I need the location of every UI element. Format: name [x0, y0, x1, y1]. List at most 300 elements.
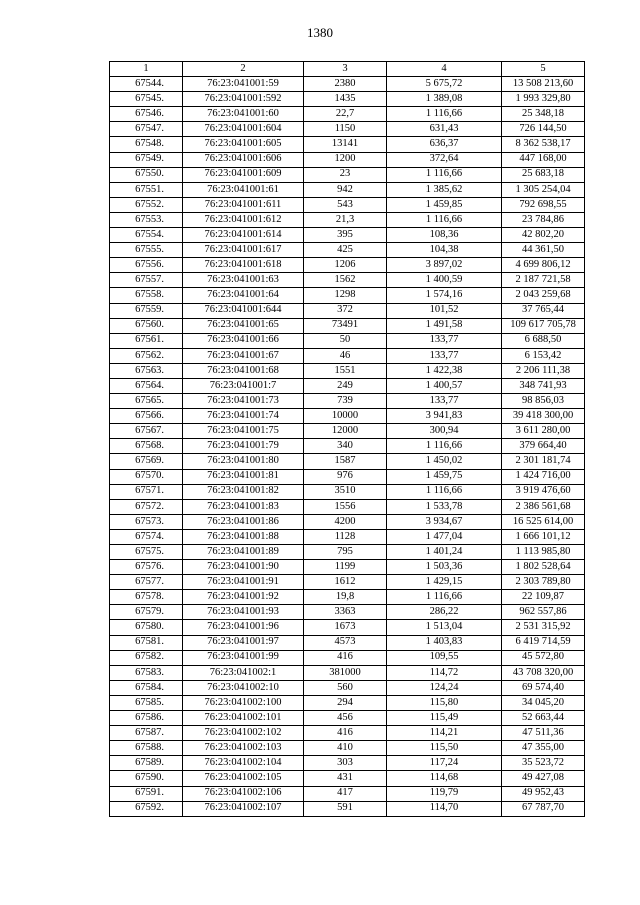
table-row — [110, 409, 585, 424]
table-cell-col3: 739 — [304, 394, 387, 409]
table-cell-col4: 104,38 — [387, 243, 502, 258]
table-cell-col1: 67584. — [110, 680, 183, 695]
table-cell-col1: 67577. — [110, 575, 183, 590]
table-cell-col3: 1150 — [304, 122, 387, 137]
table-cell-col1: 67586. — [110, 711, 183, 726]
table-row — [110, 801, 585, 816]
table-row — [110, 711, 585, 726]
table-cell-col4: 3 934,67 — [387, 514, 502, 529]
table-cell-col3: 73491 — [304, 318, 387, 333]
table-cell-col3: 1551 — [304, 363, 387, 378]
table-cell-col1: 67578. — [110, 590, 183, 605]
table-cell-col1: 67567. — [110, 424, 183, 439]
table-cell-col2: 76:23:041001:74 — [183, 409, 304, 424]
table-cell-col4: 3 941,83 — [387, 409, 502, 424]
table-cell-col3: 50 — [304, 333, 387, 348]
table-cell-col5: 1 993 329,80 — [502, 92, 585, 107]
table-cell-col3: 294 — [304, 695, 387, 710]
table-cell-col2: 76:23:041001:604 — [183, 122, 304, 137]
table-cell-col4: 114,70 — [387, 801, 502, 816]
table-row — [110, 378, 585, 393]
header-row — [110, 62, 585, 77]
table-header — [110, 62, 585, 77]
table-cell-col1: 67559. — [110, 303, 183, 318]
table-cell-col4: 1 116,66 — [387, 590, 502, 605]
table-cell-col5: 6 419 714,59 — [502, 635, 585, 650]
table-cell-col2: 76:23:041001:75 — [183, 424, 304, 439]
table-cell-col3: 340 — [304, 439, 387, 454]
table-cell-col2: 76:23:041001:60 — [183, 107, 304, 122]
table-cell-col5: 1 113 985,80 — [502, 545, 585, 560]
table-cell-col3: 10000 — [304, 409, 387, 424]
table-cell-col5: 962 557,86 — [502, 605, 585, 620]
table-row — [110, 454, 585, 469]
table-cell-col1: 67581. — [110, 635, 183, 650]
table-cell-col3: 416 — [304, 726, 387, 741]
table-cell-col3: 431 — [304, 771, 387, 786]
column-header-4: 4 — [387, 62, 502, 77]
table-cell-col2: 76:23:041001:61 — [183, 182, 304, 197]
table-cell-col2: 76:23:041001:617 — [183, 243, 304, 258]
table-row — [110, 273, 585, 288]
table-cell-col1: 67585. — [110, 695, 183, 710]
table-cell-col3: 372 — [304, 303, 387, 318]
table-cell-col3: 1206 — [304, 258, 387, 273]
table-cell-col5: 16 525 614,00 — [502, 514, 585, 529]
table-row — [110, 197, 585, 212]
table-cell-col1: 67571. — [110, 484, 183, 499]
table-cell-col3: 13141 — [304, 137, 387, 152]
table-row — [110, 545, 585, 560]
table-cell-col5: 8 362 538,17 — [502, 137, 585, 152]
table-cell-col5: 52 663,44 — [502, 711, 585, 726]
table-cell-col3: 249 — [304, 378, 387, 393]
table-cell-col5: 25 683,18 — [502, 167, 585, 182]
table-cell-col2: 76:23:041001:611 — [183, 197, 304, 212]
table-cell-col3: 2380 — [304, 77, 387, 92]
table-cell-col1: 67544. — [110, 77, 183, 92]
table-cell-col5: 2 301 181,74 — [502, 454, 585, 469]
table-cell-col5: 726 144,50 — [502, 122, 585, 137]
table-cell-col3: 1298 — [304, 288, 387, 303]
column-header-3: 3 — [304, 62, 387, 77]
table-cell-col5: 2 043 259,68 — [502, 288, 585, 303]
table-cell-col4: 117,24 — [387, 756, 502, 771]
table-cell-col3: 1200 — [304, 152, 387, 167]
table-cell-col3: 381000 — [304, 665, 387, 680]
table-cell-col2: 76:23:041001:68 — [183, 363, 304, 378]
table-cell-col4: 1 400,57 — [387, 378, 502, 393]
table-cell-col2: 76:23:041001:7 — [183, 378, 304, 393]
table-cell-col2: 76:23:041002:1 — [183, 665, 304, 680]
table-row — [110, 605, 585, 620]
table-cell-col2: 76:23:041001:96 — [183, 620, 304, 635]
table-row — [110, 348, 585, 363]
table-cell-col5: 39 418 300,00 — [502, 409, 585, 424]
table-cell-col3: 456 — [304, 711, 387, 726]
table-cell-col1: 67564. — [110, 378, 183, 393]
table-cell-col2: 76:23:041002:102 — [183, 726, 304, 741]
table-row — [110, 680, 585, 695]
table-row — [110, 439, 585, 454]
table-row — [110, 590, 585, 605]
table-cell-col5: 49 427,08 — [502, 771, 585, 786]
table-row — [110, 258, 585, 273]
table-cell-col5: 792 698,55 — [502, 197, 585, 212]
table-cell-col3: 46 — [304, 348, 387, 363]
table-cell-col5: 379 664,40 — [502, 439, 585, 454]
table-cell-col3: 410 — [304, 741, 387, 756]
table-cell-col5: 2 206 111,38 — [502, 363, 585, 378]
table-cell-col5: 3 919 476,60 — [502, 484, 585, 499]
table-cell-col3: 21,3 — [304, 212, 387, 227]
table-row — [110, 726, 585, 741]
page-number: 1380 — [307, 25, 333, 40]
table-cell-col1: 67570. — [110, 469, 183, 484]
table-row — [110, 288, 585, 303]
table-cell-col4: 124,24 — [387, 680, 502, 695]
table-cell-col5: 22 109,87 — [502, 590, 585, 605]
table-cell-col3: 1562 — [304, 273, 387, 288]
table-cell-col3: 942 — [304, 182, 387, 197]
table-cell-col1: 67551. — [110, 182, 183, 197]
table-cell-col4: 1 116,66 — [387, 107, 502, 122]
table-cell-col1: 67560. — [110, 318, 183, 333]
table-cell-col4: 5 675,72 — [387, 77, 502, 92]
table-row — [110, 182, 585, 197]
table-cell-col4: 133,77 — [387, 333, 502, 348]
table-cell-col3: 19,8 — [304, 590, 387, 605]
table-cell-col5: 49 952,43 — [502, 786, 585, 801]
table-cell-col1: 67574. — [110, 529, 183, 544]
table-cell-col5: 109 617 705,78 — [502, 318, 585, 333]
table-row — [110, 77, 585, 92]
table-cell-col5: 23 784,86 — [502, 212, 585, 227]
table-cell-col3: 1587 — [304, 454, 387, 469]
table-cell-col1: 67550. — [110, 167, 183, 182]
table-cell-col4: 3 897,02 — [387, 258, 502, 273]
table-cell-col2: 76:23:041001:606 — [183, 152, 304, 167]
table-cell-col3: 976 — [304, 469, 387, 484]
table-body — [110, 77, 585, 817]
table-cell-col5: 2 531 315,92 — [502, 620, 585, 635]
table-cell-col4: 115,80 — [387, 695, 502, 710]
table-cell-col1: 67561. — [110, 333, 183, 348]
table-row — [110, 152, 585, 167]
table-cell-col4: 1 491,58 — [387, 318, 502, 333]
table-cell-col2: 76:23:041002:10 — [183, 680, 304, 695]
table-cell-col2: 76:23:041001:92 — [183, 590, 304, 605]
table-cell-col4: 114,21 — [387, 726, 502, 741]
table-row — [110, 786, 585, 801]
table-cell-col5: 4 699 806,12 — [502, 258, 585, 273]
table-cell-col2: 76:23:041001:99 — [183, 650, 304, 665]
table-cell-col3: 4200 — [304, 514, 387, 529]
table-cell-col4: 1 389,08 — [387, 92, 502, 107]
table-cell-col4: 1 533,78 — [387, 499, 502, 514]
table-cell-col3: 560 — [304, 680, 387, 695]
table-cell-col1: 67566. — [110, 409, 183, 424]
table-cell-col4: 1 513,04 — [387, 620, 502, 635]
table-cell-col1: 67576. — [110, 560, 183, 575]
table-cell-col3: 1128 — [304, 529, 387, 544]
table-cell-col5: 6 688,50 — [502, 333, 585, 348]
table-cell-col5: 447 168,00 — [502, 152, 585, 167]
table-cell-col2: 76:23:041001:97 — [183, 635, 304, 650]
table-cell-col1: 67583. — [110, 665, 183, 680]
table-cell-col4: 1 116,66 — [387, 212, 502, 227]
table-row — [110, 756, 585, 771]
table-row — [110, 363, 585, 378]
table-row — [110, 650, 585, 665]
table-cell-col2: 76:23:041001:88 — [183, 529, 304, 544]
table-cell-col1: 67568. — [110, 439, 183, 454]
table-row — [110, 741, 585, 756]
table-cell-col3: 416 — [304, 650, 387, 665]
table-cell-col5: 13 508 213,60 — [502, 77, 585, 92]
table-cell-col2: 76:23:041001:609 — [183, 167, 304, 182]
table-cell-col4: 114,68 — [387, 771, 502, 786]
table-row — [110, 333, 585, 348]
table-row — [110, 167, 585, 182]
table-cell-col1: 67569. — [110, 454, 183, 469]
table-cell-col4: 1 116,66 — [387, 439, 502, 454]
table-cell-col5: 1 424 716,00 — [502, 469, 585, 484]
table-cell-col2: 76:23:041001:605 — [183, 137, 304, 152]
table-row — [110, 92, 585, 107]
table-cell-col4: 631,43 — [387, 122, 502, 137]
table-cell-col4: 1 403,83 — [387, 635, 502, 650]
table-cell-col3: 4573 — [304, 635, 387, 650]
table-cell-col2: 76:23:041002:101 — [183, 711, 304, 726]
table-cell-col1: 67565. — [110, 394, 183, 409]
table-row — [110, 771, 585, 786]
table-cell-col2: 76:23:041001:612 — [183, 212, 304, 227]
table-cell-col4: 1 450,02 — [387, 454, 502, 469]
table-cell-col2: 76:23:041001:614 — [183, 228, 304, 243]
table-row — [110, 499, 585, 514]
table-cell-col5: 2 303 789,80 — [502, 575, 585, 590]
table-row — [110, 620, 585, 635]
table-cell-col2: 76:23:041001:90 — [183, 560, 304, 575]
table-cell-col1: 67573. — [110, 514, 183, 529]
table-cell-col2: 76:23:041002:107 — [183, 801, 304, 816]
table-cell-col4: 133,77 — [387, 394, 502, 409]
table-cell-col1: 67548. — [110, 137, 183, 152]
table-cell-col2: 76:23:041001:81 — [183, 469, 304, 484]
table-cell-col1: 67558. — [110, 288, 183, 303]
table-cell-col4: 115,49 — [387, 711, 502, 726]
table-cell-col4: 133,77 — [387, 348, 502, 363]
table-cell-col3: 303 — [304, 756, 387, 771]
table-cell-col2: 76:23:041001:59 — [183, 77, 304, 92]
table-cell-col4: 119,79 — [387, 786, 502, 801]
table-row — [110, 635, 585, 650]
table-cell-col1: 67546. — [110, 107, 183, 122]
table-cell-col1: 67592. — [110, 801, 183, 816]
table-cell-col3: 417 — [304, 786, 387, 801]
table-row — [110, 122, 585, 137]
table-cell-col1: 67553. — [110, 212, 183, 227]
table-cell-col1: 67572. — [110, 499, 183, 514]
table-row — [110, 107, 585, 122]
table-cell-col1: 67555. — [110, 243, 183, 258]
table-cell-col4: 1 116,66 — [387, 484, 502, 499]
table-cell-col2: 76:23:041001:66 — [183, 333, 304, 348]
table-cell-col2: 76:23:041001:79 — [183, 439, 304, 454]
table-cell-col3: 23 — [304, 167, 387, 182]
table-cell-col3: 1556 — [304, 499, 387, 514]
table-cell-col2: 76:23:041002:106 — [183, 786, 304, 801]
table-cell-col5: 35 523,72 — [502, 756, 585, 771]
table-cell-col5: 43 708 320,00 — [502, 665, 585, 680]
table-cell-col1: 67580. — [110, 620, 183, 635]
table-cell-col2: 76:23:041001:93 — [183, 605, 304, 620]
table-cell-col2: 76:23:041001:83 — [183, 499, 304, 514]
table-row — [110, 695, 585, 710]
table-cell-col5: 3 611 280,00 — [502, 424, 585, 439]
table-cell-col2: 76:23:041001:82 — [183, 484, 304, 499]
table-cell-col3: 1673 — [304, 620, 387, 635]
table-cell-col2: 76:23:041001:644 — [183, 303, 304, 318]
table-cell-col5: 25 348,18 — [502, 107, 585, 122]
table-cell-col4: 300,94 — [387, 424, 502, 439]
table-cell-col2: 76:23:041001:86 — [183, 514, 304, 529]
table-cell-col2: 76:23:041001:73 — [183, 394, 304, 409]
table-cell-col4: 1 503,36 — [387, 560, 502, 575]
table-cell-col5: 44 361,50 — [502, 243, 585, 258]
table-row — [110, 394, 585, 409]
table-cell-col4: 1 116,66 — [387, 167, 502, 182]
table-cell-col3: 1612 — [304, 575, 387, 590]
table-cell-col4: 1 401,24 — [387, 545, 502, 560]
table-cell-col3: 591 — [304, 801, 387, 816]
table-cell-col1: 67579. — [110, 605, 183, 620]
table-cell-col1: 67591. — [110, 786, 183, 801]
table-cell-col1: 67562. — [110, 348, 183, 363]
table-cell-col1: 67554. — [110, 228, 183, 243]
table-row — [110, 469, 585, 484]
table-cell-col5: 69 574,40 — [502, 680, 585, 695]
table-cell-col4: 114,72 — [387, 665, 502, 680]
table-row — [110, 484, 585, 499]
table-cell-col2: 76:23:041001:64 — [183, 288, 304, 303]
table-cell-col5: 37 765,44 — [502, 303, 585, 318]
table-cell-col5: 98 856,03 — [502, 394, 585, 409]
table-cell-col5: 348 741,93 — [502, 378, 585, 393]
table-cell-col3: 425 — [304, 243, 387, 258]
table-cell-col5: 2 386 561,68 — [502, 499, 585, 514]
data-table — [109, 61, 585, 817]
table-row — [110, 529, 585, 544]
table-cell-col5: 6 153,42 — [502, 348, 585, 363]
table-cell-col1: 67545. — [110, 92, 183, 107]
table-cell-col3: 22,7 — [304, 107, 387, 122]
table-cell-col1: 67575. — [110, 545, 183, 560]
table-row — [110, 303, 585, 318]
table-cell-col4: 1 459,75 — [387, 469, 502, 484]
table-cell-col3: 3510 — [304, 484, 387, 499]
table-cell-col4: 636,37 — [387, 137, 502, 152]
table-cell-col2: 76:23:041001:592 — [183, 92, 304, 107]
table-row — [110, 228, 585, 243]
column-header-2: 2 — [183, 62, 304, 77]
table-cell-col1: 67587. — [110, 726, 183, 741]
table-cell-col5: 42 802,20 — [502, 228, 585, 243]
table-cell-col5: 47 355,00 — [502, 741, 585, 756]
table-cell-col4: 1 477,04 — [387, 529, 502, 544]
table-cell-col1: 67549. — [110, 152, 183, 167]
table-cell-col5: 2 187 721,58 — [502, 273, 585, 288]
table-cell-col5: 47 511,36 — [502, 726, 585, 741]
table-cell-col2: 76:23:041001:91 — [183, 575, 304, 590]
table-row — [110, 318, 585, 333]
table-row — [110, 243, 585, 258]
table-row — [110, 665, 585, 680]
table-cell-col4: 1 385,62 — [387, 182, 502, 197]
table-cell-col2: 76:23:041002:100 — [183, 695, 304, 710]
table-cell-col2: 76:23:041001:65 — [183, 318, 304, 333]
table-cell-col1: 67590. — [110, 771, 183, 786]
table-cell-col4: 101,52 — [387, 303, 502, 318]
table-cell-col2: 76:23:041001:89 — [183, 545, 304, 560]
table-cell-col2: 76:23:041002:103 — [183, 741, 304, 756]
table-cell-col2: 76:23:041001:618 — [183, 258, 304, 273]
table-cell-col2: 76:23:041001:80 — [183, 454, 304, 469]
table-cell-col4: 372,64 — [387, 152, 502, 167]
table-cell-col4: 1 574,16 — [387, 288, 502, 303]
table-row — [110, 424, 585, 439]
table-cell-col5: 1 305 254,04 — [502, 182, 585, 197]
table-cell-col5: 1 802 528,64 — [502, 560, 585, 575]
table-cell-col1: 67556. — [110, 258, 183, 273]
table-cell-col1: 67552. — [110, 197, 183, 212]
column-header-1: 1 — [110, 62, 183, 77]
table-cell-col4: 115,50 — [387, 741, 502, 756]
table-cell-col5: 1 666 101,12 — [502, 529, 585, 544]
table-cell-col2: 76:23:041001:67 — [183, 348, 304, 363]
table-cell-col4: 1 459,85 — [387, 197, 502, 212]
table-cell-col2: 76:23:041001:63 — [183, 273, 304, 288]
table-row — [110, 575, 585, 590]
table-cell-col1: 67589. — [110, 756, 183, 771]
table-cell-col3: 1199 — [304, 560, 387, 575]
table-row — [110, 514, 585, 529]
table-cell-col4: 1 422,38 — [387, 363, 502, 378]
column-header-5: 5 — [502, 62, 585, 77]
table-cell-col1: 67582. — [110, 650, 183, 665]
table-cell-col3: 395 — [304, 228, 387, 243]
table-cell-col2: 76:23:041002:105 — [183, 771, 304, 786]
table-row — [110, 560, 585, 575]
table-cell-col3: 3363 — [304, 605, 387, 620]
table-cell-col4: 1 400,59 — [387, 273, 502, 288]
table-cell-col4: 1 429,15 — [387, 575, 502, 590]
table-cell-col3: 795 — [304, 545, 387, 560]
table-cell-col5: 34 045,20 — [502, 695, 585, 710]
table-cell-col4: 109,55 — [387, 650, 502, 665]
table-cell-col4: 108,36 — [387, 228, 502, 243]
table-row — [110, 212, 585, 227]
table-cell-col1: 67547. — [110, 122, 183, 137]
table-cell-col5: 45 572,80 — [502, 650, 585, 665]
table-cell-col3: 543 — [304, 197, 387, 212]
table-cell-col3: 12000 — [304, 424, 387, 439]
table-row — [110, 137, 585, 152]
table-cell-col1: 67557. — [110, 273, 183, 288]
table-cell-col1: 67588. — [110, 741, 183, 756]
table-cell-col5: 67 787,70 — [502, 801, 585, 816]
